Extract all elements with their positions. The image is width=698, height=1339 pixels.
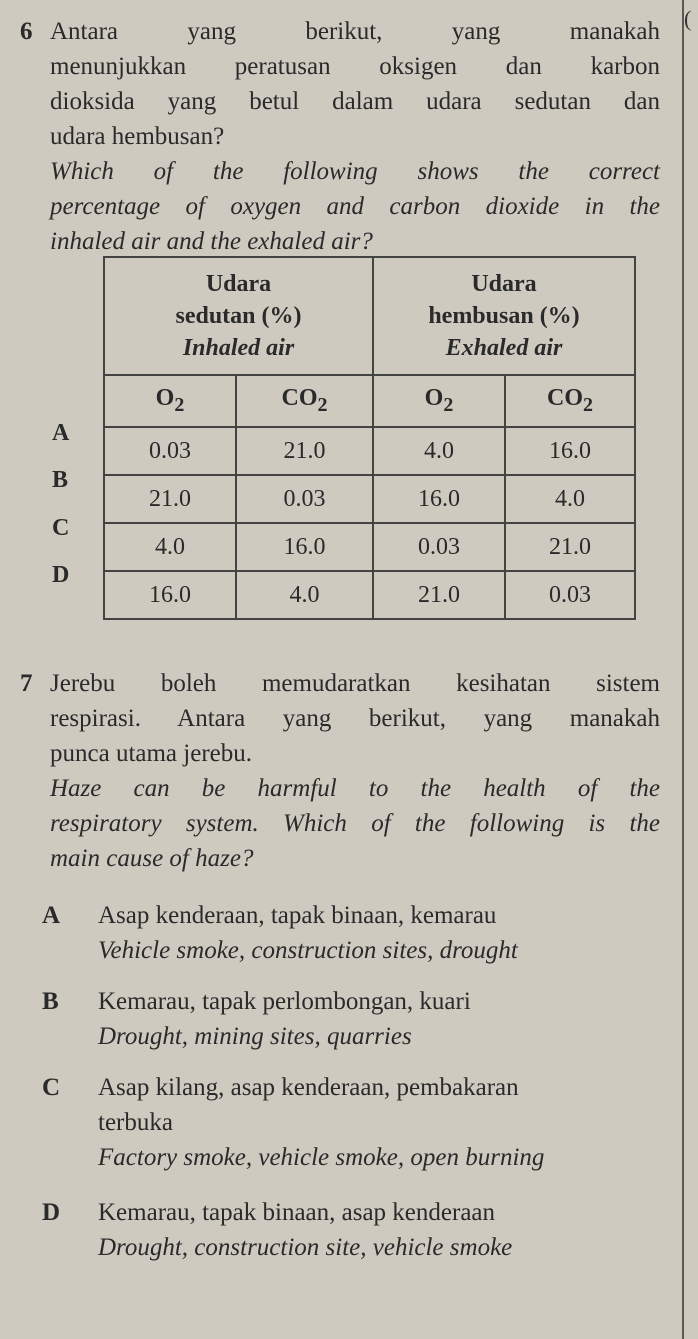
option-text-ms-cont: terbuka bbox=[98, 1109, 173, 1136]
table-row bbox=[104, 427, 635, 475]
table-cell: 16.0 bbox=[505, 427, 635, 475]
table-cell: 21.0 bbox=[373, 571, 505, 619]
question-text-ms-line: menunjukkan peratusan oksigen dan karbon bbox=[50, 53, 660, 80]
col-inhaled-o2: $O_2$ bbox=[104, 375, 236, 427]
table-cell: 16.0 bbox=[236, 523, 373, 571]
question-6 bbox=[20, 14, 660, 259]
table-cell: 21.0 bbox=[505, 523, 635, 571]
option-text-en: Vehicle smoke, construction sites, drought bbox=[98, 937, 518, 964]
corner-mark: ( bbox=[684, 6, 692, 31]
col-exhaled-o2: $O_2$ bbox=[373, 375, 505, 427]
option-b[interactable] bbox=[42, 984, 662, 1054]
inhaled-air-header: Udara sedutan (%) Inhaled air bbox=[104, 257, 373, 375]
option-text-ms: Kemarau, tapak perlombongan, kuari bbox=[98, 988, 471, 1015]
question-7 bbox=[20, 666, 660, 876]
option-c[interactable] bbox=[42, 1070, 662, 1175]
table-cell: 0.03 bbox=[236, 475, 373, 523]
table-cell: 21.0 bbox=[104, 475, 236, 523]
question-text-en-line: respiratory system. Which of the following is the bbox=[50, 810, 660, 837]
option-text-en: Drought, mining sites, quarries bbox=[98, 1023, 412, 1050]
option-letter: D bbox=[42, 1199, 61, 1226]
table-row bbox=[104, 523, 635, 571]
option-letter-b: B bbox=[52, 467, 69, 493]
option-d[interactable] bbox=[42, 1195, 662, 1265]
option-letter-a: A bbox=[52, 420, 70, 446]
table-cell: 0.03 bbox=[373, 523, 505, 571]
question-text-ms-line: Antara yang berikut, yang manakah bbox=[50, 18, 660, 45]
question-text-ms-line: respirasi. Antara yang berikut, yang manakah bbox=[50, 705, 660, 732]
option-text-ms: Kemarau, tapak binaan, asap kenderaan bbox=[98, 1199, 496, 1226]
option-a[interactable] bbox=[42, 898, 662, 968]
question-text-ms-line: dioksida yang betul dalam udara sedutan dan bbox=[50, 88, 660, 115]
table-cell: 4.0 bbox=[505, 475, 635, 523]
question-text-ms-line: Jerebu boleh memudaratkan kesihatan sistem bbox=[50, 670, 660, 697]
option-letter: A bbox=[42, 902, 61, 929]
question-text-en-line: percentage of oxygen and carbon dioxide in the bbox=[50, 193, 660, 220]
air-composition-table bbox=[103, 256, 636, 620]
option-letter: C bbox=[42, 1074, 61, 1101]
option-text-en: Factory smoke, vehicle smoke, open burning bbox=[98, 1144, 545, 1171]
table-cell: 0.03 bbox=[104, 427, 236, 475]
table-cell: 21.0 bbox=[236, 427, 373, 475]
col-inhaled-co2: $CO_2$ bbox=[236, 375, 373, 427]
question-number: 7 bbox=[20, 670, 33, 697]
table-row bbox=[104, 571, 635, 619]
table-cell: 4.0 bbox=[236, 571, 373, 619]
option-text-ms: Asap kilang, asap kenderaan, pembakaran bbox=[98, 1074, 519, 1101]
question-text-ms-line: udara hembusan? bbox=[50, 123, 225, 150]
option-letter-c: C bbox=[52, 515, 70, 541]
question-text-en-line: main cause of haze? bbox=[50, 845, 254, 872]
question-text-en-line: inhaled air and the exhaled air? bbox=[50, 228, 373, 255]
question-text-ms-line: punca utama jerebu. bbox=[50, 740, 252, 767]
question-text-en-line: Which of the following shows the correct bbox=[50, 158, 660, 185]
question-text-en-line: Haze can be harmful to the health of the bbox=[50, 775, 660, 802]
exhaled-air-header: Udara hembusan (%) Exhaled air bbox=[373, 257, 635, 375]
table-cell: 4.0 bbox=[373, 427, 505, 475]
table-row bbox=[104, 475, 635, 523]
option-text-en: Drought, construction site, vehicle smoke bbox=[98, 1234, 513, 1261]
table-cell: 4.0 bbox=[104, 523, 236, 571]
table-cell: 0.03 bbox=[505, 571, 635, 619]
option-letter: B bbox=[42, 988, 59, 1015]
option-letter-d: D bbox=[52, 562, 70, 588]
col-exhaled-co2: $CO_2$ bbox=[505, 375, 635, 427]
question-number: 6 bbox=[20, 18, 33, 45]
option-text-ms: Asap kenderaan, tapak binaan, kemarau bbox=[98, 902, 497, 929]
page-edge-rule bbox=[682, 0, 684, 1339]
table-cell: 16.0 bbox=[104, 571, 236, 619]
table-cell: 16.0 bbox=[373, 475, 505, 523]
